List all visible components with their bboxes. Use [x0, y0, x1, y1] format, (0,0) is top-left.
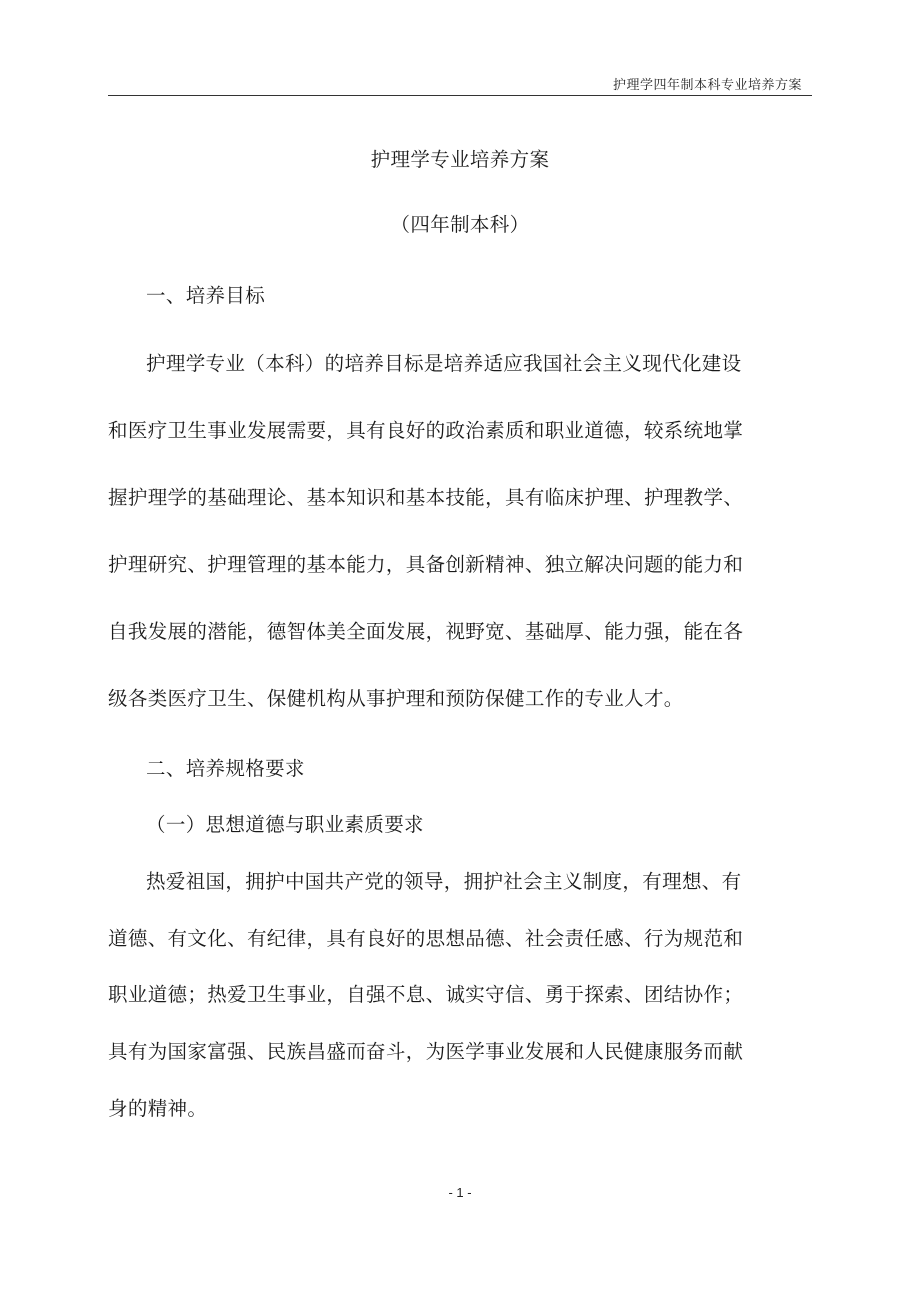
paragraph-line: 和医疗卫生事业发展需要，具有良好的政治素质和职业道德，较系统地掌 — [108, 419, 744, 442]
paragraph-line: 具有为国家富强、民族昌盛而奋斗，为医学事业发展和人民健康服务而献 — [108, 1040, 744, 1063]
paragraph-line: 身的精神。 — [108, 1097, 208, 1120]
paragraph-line: 护理学专业（本科）的培养目标是培养适应我国社会主义现代化建设 — [146, 352, 742, 375]
document-subtitle: （四年制本科） — [390, 213, 530, 236]
paragraph-line: 握护理学的基础理论、基本知识和基本技能，具有临床护理、护理教学、 — [108, 486, 744, 509]
header-rule — [108, 95, 812, 96]
paragraph-line: 热爱祖国，拥护中国共产党的领导，拥护社会主义制度，有理想、有 — [146, 870, 742, 893]
subsection-heading-moral: （一）思想道德与职业素质要求 — [146, 813, 424, 836]
document-title: 护理学专业培养方案 — [370, 148, 550, 171]
paragraph-line: 职业道德；热爱卫生事业，自强不息、诚实守信、勇于探索、团结协作； — [108, 983, 744, 1006]
page-number: - 1 - — [448, 1185, 472, 1200]
section-heading-objectives: 一、培养目标 — [146, 284, 266, 307]
paragraph-line: 自我发展的潜能，德智体美全面发展，视野宽、基础厚、能力强，能在各 — [108, 620, 744, 643]
paragraph-line: 级各类医疗卫生、保健机构从事护理和预防保健工作的专业人才。 — [108, 687, 684, 710]
paragraph-line: 道德、有文化、有纪律，具有良好的思想品德、社会责任感、行为规范和 — [108, 927, 744, 950]
running-header: 护理学四年制本科专业培养方案 — [612, 78, 802, 93]
section-heading-requirements: 二、培养规格要求 — [146, 757, 305, 780]
paragraph-line: 护理研究、护理管理的基本能力，具备创新精神、独立解决问题的能力和 — [108, 553, 744, 576]
